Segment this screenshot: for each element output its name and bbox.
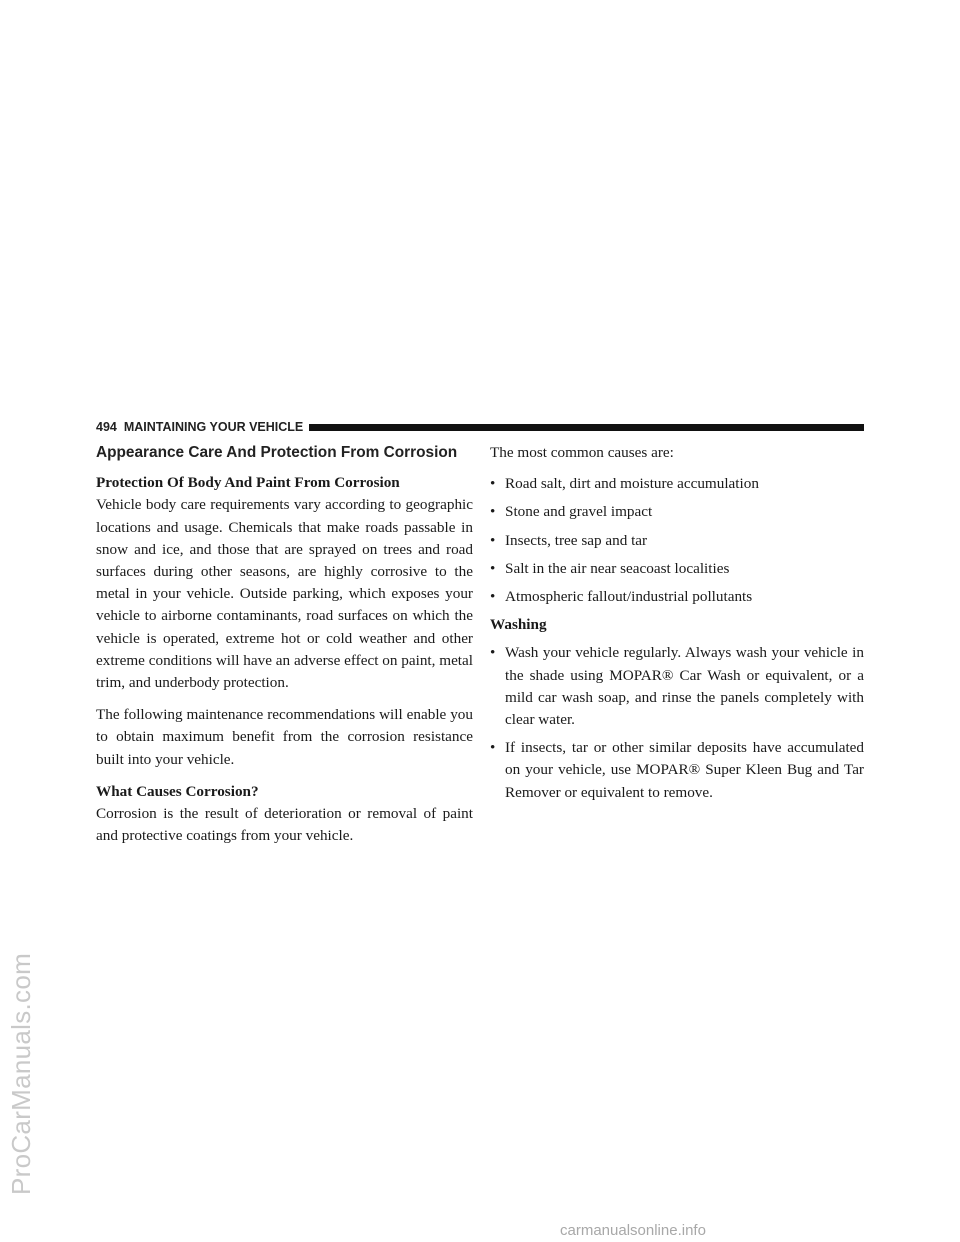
page-number: 494 <box>96 420 117 434</box>
section-title: Appearance Care And Protection From Corrosion <box>96 444 458 461</box>
page-header <box>96 418 864 436</box>
subheading-what-causes: What Causes Corrosion? <box>96 782 259 800</box>
right-column <box>490 442 864 810</box>
causes-list <box>490 473 864 608</box>
left-column <box>96 442 473 857</box>
paragraph-recommendations: The following maintenance recommendations will enable you to obtain maximum benefit from the corrosion resistance built into your vehicle. <box>96 706 473 768</box>
washing-list <box>490 642 864 803</box>
list-item: • Atmospheric fallout/industrial pollutants <box>490 586 864 608</box>
header-rule <box>309 424 864 431</box>
list-item: • Insects, tree sap and tar <box>490 530 864 552</box>
list-item: • Wash your vehicle regularly. Always wash your vehicle in the shade using MOPAR® Car Wash or equivalent, or a mild car wash soap, and rinse the panels completely with clear water. <box>490 644 864 729</box>
chapter-title: MAINTAINING YOUR VEHICLE <box>123 420 304 434</box>
bullet-icon: • <box>490 503 496 521</box>
subheading-body-protection: Protection Of Body And Paint From Corrosion <box>96 474 400 492</box>
bullet-icon: • <box>490 588 496 606</box>
bullet-icon: • <box>490 559 496 577</box>
bottom-watermark: carmanualsonline.info <box>560 1222 706 1239</box>
subheading-washing: Washing <box>490 616 547 634</box>
bullet-icon: • <box>490 739 496 757</box>
bullet-icon: • <box>490 475 496 493</box>
side-watermark: ProCarManuals.com <box>6 952 36 1195</box>
causes-intro: The most common causes are: <box>490 444 674 461</box>
paragraph-corrosion-definition: Corrosion is the result of deterioration or removal of paint and protective coatings from your vehicle. <box>96 805 473 845</box>
paragraph-body-care: Vehicle body care requirements vary according to geographic locations and usage. Chemicals that make roads passable in snow and ice, and those that are sprayed on trees and road surfaces during other seasons, are highly corrosive to the metal in your vehicle. Outside parking, which exposes your vehicle to airborne contaminants, road surfaces on which the vehicle is operated, extreme hot or cold weather and other extreme conditions will have an adverse effect on paint, metal trim, and underbody protection. <box>96 496 473 692</box>
bullet-icon: • <box>490 644 496 662</box>
list-item: • Road salt, dirt and moisture accumulation <box>490 473 864 495</box>
list-item: • Stone and gravel impact <box>490 501 864 523</box>
bullet-icon: • <box>490 531 496 549</box>
list-item: • If insects, tar or other similar deposits have accumulated on your vehicle, use MOPAR® Super Kleen Bug and Tar Remover or equivalent to remove. <box>490 739 864 801</box>
list-item: • Salt in the air near seacoast localities <box>490 558 864 580</box>
